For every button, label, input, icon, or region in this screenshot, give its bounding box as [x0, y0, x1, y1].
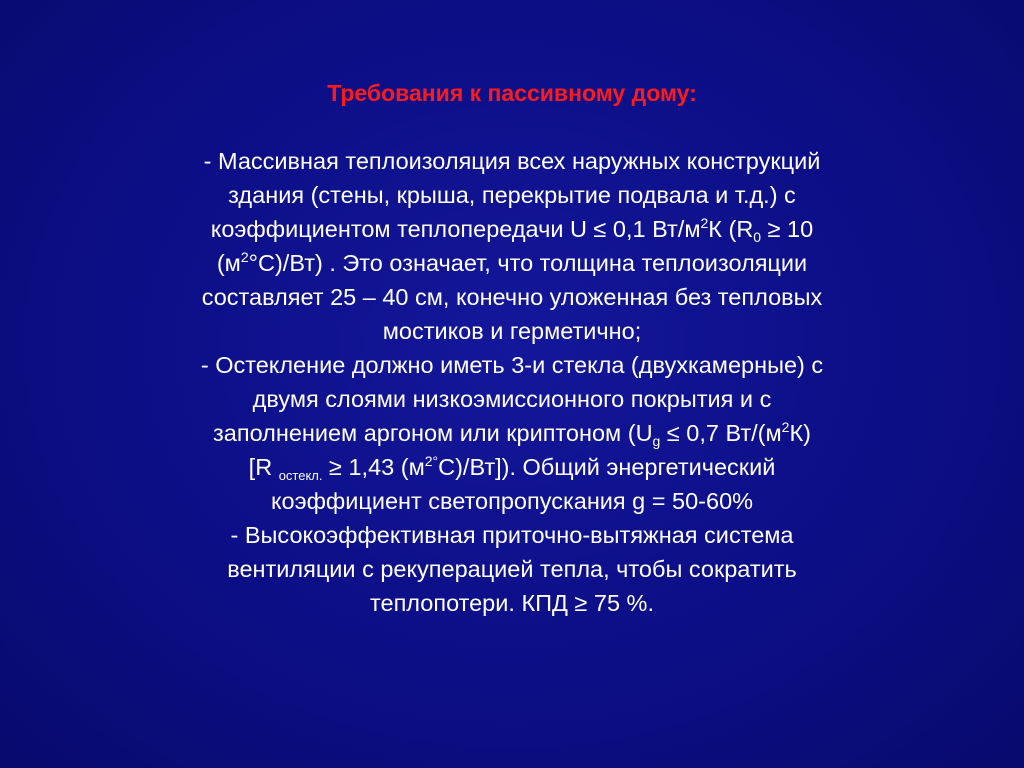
glazing-line-1: - Остекление должно иметь 3-и стекла (двухкамерные) с: [200, 352, 824, 378]
glazing-line-4-text-c: С)/Вт]). Общий энергетический: [438, 454, 776, 480]
glazing-line-2: двумя слоями низкоэмиссионного покрытия и с: [252, 386, 772, 412]
glazing-line-3-text-b: ≤ 0,7 Вт/(м: [660, 420, 782, 446]
glazing-line-4-sup: 2°: [424, 453, 439, 469]
insulation-line-2: здания (стены, крыша, перекрытие подвала и т.д.) с: [228, 182, 796, 208]
requirement-insulation: [120, 144, 904, 348]
insulation-line-5: составляет 25 – 40 см, конечно уложенная без тепловых: [201, 284, 823, 310]
insulation-line-4-text-a: (м: [216, 250, 241, 276]
glazing-line-4: [120, 450, 904, 484]
glazing-line-3-text-a: заполнением аргоном или криптоном (U: [213, 420, 653, 446]
slide-title: Требования к пассивному дому:: [327, 80, 697, 106]
glazing-line-3: [120, 416, 904, 450]
insulation-line-6: мостиков и герметично;: [382, 318, 642, 344]
glazing-line-4-text-a: [R: [248, 454, 279, 480]
insulation-line-3-text-c: ≥ 10: [761, 216, 814, 242]
glazing-line-5: коэффициент светопропускания g = 50-60%: [270, 488, 754, 514]
insulation-line-4-sup: 2: [240, 249, 249, 265]
glazing-line-4-text-b: ≥ 1,43 (м: [322, 454, 425, 480]
insulation-line-3-text-a: коэффициентом теплопередачи U ≤ 0,1 Вт/м: [210, 216, 701, 242]
insulation-line-1: - Массивная теплоизоляция всех наружных конструкций: [203, 148, 821, 174]
ventilation-line-1: - Высокоэффективная приточно-вытяжная система: [230, 522, 794, 548]
glazing-line-3-sup: 2: [781, 419, 790, 435]
insulation-line-3-sub: 0: [753, 229, 762, 245]
glazing-line-3-sub: g: [652, 433, 661, 449]
insulation-line-4-text-b: °С)/Вт) . Это означает, что толщина теплоизоляции: [248, 250, 808, 276]
insulation-line-3-text-b: К (R: [708, 216, 754, 242]
insulation-line-3-sup: 2: [700, 215, 709, 231]
slide-content: [120, 76, 904, 620]
insulation-line-4: [120, 246, 904, 280]
insulation-line-3: [120, 212, 904, 246]
ventilation-line-2: вентиляции с рекуперацией тепла, чтобы сократить: [227, 556, 797, 582]
glazing-line-4-sub: остекл.: [278, 468, 323, 483]
requirement-glazing: [120, 348, 904, 518]
ventilation-line-3: теплопотери. КПД ≥ 75 %.: [370, 590, 654, 616]
glazing-line-3-text-c: К): [789, 420, 811, 446]
requirement-ventilation: [120, 518, 904, 620]
